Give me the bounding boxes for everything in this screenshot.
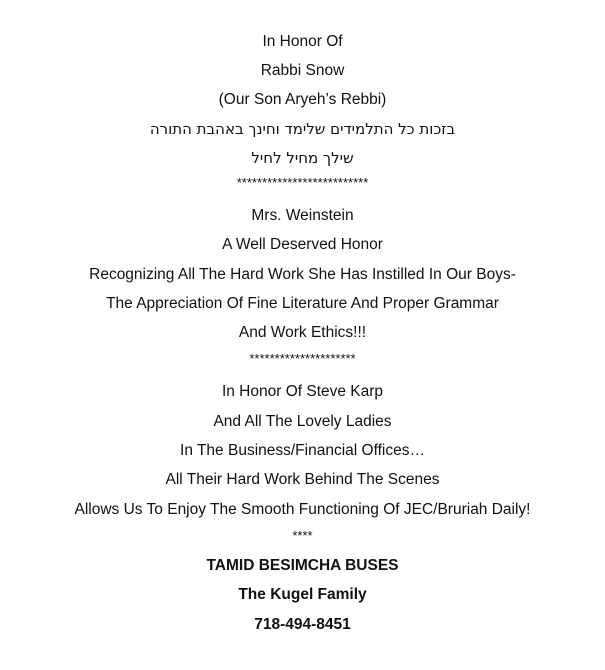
sponsor-phone: 718-494-8451 <box>254 616 351 633</box>
section2-line5: And Work Ethics!!! <box>238 324 367 341</box>
section3-line1: In Honor Of Steve Karp <box>221 383 384 400</box>
section1-line3: (Our Son Aryeh’s Rebbi) <box>218 91 387 108</box>
section3-line5: Allows Us To Enjoy The Smooth Functioning Of JEC/Bruriah Daily! <box>74 501 531 518</box>
section1-line2: Rabbi Snow <box>260 62 345 79</box>
section2-line3: Recognizing All The Hard Work She Has Instilled In Our Boys- <box>89 266 516 283</box>
section3-line4: All Their Hard Work Behind The Scenes <box>165 471 440 488</box>
section2-line1: Mrs. Weinstein <box>251 207 354 224</box>
section1-line1: In Honor Of <box>262 33 343 50</box>
section1-hebrew-line1: בזכות כל התלמידים שלימד וחינך באהבת התורה <box>149 120 456 138</box>
section3-divider: **** <box>292 528 313 543</box>
section3-line3: In The Business/Financial Offices… <box>180 442 425 459</box>
sponsor-family: The Kugel Family <box>238 586 367 603</box>
section2-divider: ********************* <box>249 351 356 366</box>
section1-divider: ************************** <box>236 175 369 190</box>
sponsor-name: TAMID BESIMCHA BUSES <box>206 557 399 574</box>
section2-line4: The Appreciation Of Fine Literature And Proper Grammar <box>106 295 499 312</box>
section2-line2: A Well Deserved Honor <box>222 236 383 253</box>
section3-line2: And All The Lovely Ladies <box>213 413 392 430</box>
section1-hebrew-line2: שילך מחיל לחיל <box>251 149 354 167</box>
